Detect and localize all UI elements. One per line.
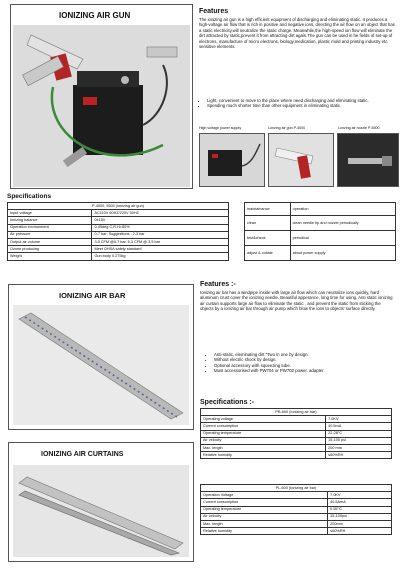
air-bar-product-photo [13,305,189,425]
bar-specs-heading: Specifications :- [200,399,255,406]
table-row: Output air volume 3.5 CFM @0.7 bar, 5.3 CFM @ 3.5 bar [8,238,229,245]
air-curtain-panel [8,442,194,562]
gun-bullet-list [199,98,403,109]
gun-specs-heading: Specifications [7,193,52,200]
bar-bullet-item: • Anti-static, eleminating dirt "Two in one by design. [214,352,404,357]
pl-600-specs-table [200,484,392,535]
air-curtain-title: IONIZING AIR CURTAINS [41,451,124,458]
pb-600-specs-table [200,408,392,459]
table-row: Weight Gun body 0.275kg [8,253,229,260]
gun-specs-model: P-4000, 5500 (ionizing air gun) [8,203,229,210]
pb-600-title: PB-600 (Ionizing air bar) [201,409,392,416]
table-row: Operating voltage 7.0KV [201,416,392,423]
table-row: Air pressure 0-7 bar; Suggestions : 2-3 bar [8,231,229,238]
thumb-label: Lonzing air nozzle P-5500 [338,126,380,130]
table-row: Air velocity 15-100psi [201,513,392,520]
bar-features-heading: Features :- [200,281,236,288]
gun-bullet-item: • Spending much shorter time than other equipment in eliminating static. [207,103,403,108]
table-row: Ozone producing Meet OHSA safety standard [8,246,229,253]
bar-description: Ionizing air bar has a windpipe inside with large air flow which can neutralize ions quickly, hard aluminum crust cover the ionizing needle. Beautiful apperance, long time for using. Anti static ionizing air curtain supports large air flow to eliminate the static , and prevent the static from sticking the objects by a ionizing air bar through air pump which blow the ions to objects' surface directly. [200,290,393,312]
power-supply-thumbnail [199,133,265,187]
bar-bullet-item: • Must accessorised with PW704 or PW702 power. adapter. [214,368,404,373]
air-gun-product-photo [13,25,190,187]
table-row: maintainance operation [245,203,396,216]
table-row: Max. length 200mm [201,520,392,527]
maintenance-table [244,202,396,261]
air-gun-illustration [13,25,190,187]
gun-specs-table [7,202,229,261]
air-bar-title: IONIZING AIR BAR [59,291,126,300]
air-curtain-product-photo [13,465,189,557]
table-row: Max. length 200 mm [201,444,392,451]
bar-bullet-item: • Without electric shock by design. [214,357,404,362]
table-row: Input voltage AC110V 60HZ/220V 50HZ [8,210,229,217]
gun-features-heading: Features [199,8,229,15]
table-row: Current consumption 40.5mA [201,423,392,430]
table-row: Relative humidity ≤60%RH [201,528,392,535]
table-row: Ionizing balance 0±15V [8,217,229,224]
air-gun-title: IONIZING AIR GUN [59,11,131,20]
gun-bullet-item: • Light, convenient to move to the place where need discharging and eliminating static. [207,98,403,103]
air-curtain-illustration [13,465,189,557]
table-row: Operating temperature 0.55°C [201,506,392,513]
bar-bullet-list [206,352,404,374]
table-row: adjust & collate about power supply [245,246,396,261]
table-row: clean clean needle tip and nozzle periodically [245,216,396,231]
table-row: Operation environment 0-45deg C,R.H<80% [8,224,229,231]
table-row: Current consumption 40.5AmA [201,499,392,506]
table-row: Operation Voltage 7.0KV [201,492,392,499]
pl-600-title: PL-600 (Ionizing air bar) [201,485,392,492]
air-gun-photo-panel [10,4,193,189]
gun-description: The ionizing air gun is a high efficient equipment of discharging and eliminating static. It produces a high-voltage air flow that is rich in positive and negative ions, directing the air flow on an object that has a static electricity,will neutralize the static charge. Meanwhile,the high-speed ion flow will eliminate the dirt attracted by static,prevent it from attracting dirt again.The gun can be used in he fields of set-up of electrons, manufacture of micro electrons, biology,medication, plastic mold and printing industry etc. sensitive elements. [199,17,395,50]
air-nozzle-thumbnail [337,133,399,187]
thumb-label: Lonzing air gun P-4000 [268,126,306,130]
bar-bullet-item: • Optional accessory with squeezing tube. [214,363,404,368]
air-bar-panel [8,284,194,430]
air-bar-illustration [13,305,189,425]
table-row: Operating temperature 22-28°C [201,430,392,437]
table-row: Air velocity 15-100 psi [201,437,392,444]
thumb-label: High voltage power supply [199,126,242,130]
air-gun-thumbnail [268,133,334,187]
table-row: test&check periodical [245,231,396,246]
table-row: Relative humidity ≤60%RH [201,452,392,459]
